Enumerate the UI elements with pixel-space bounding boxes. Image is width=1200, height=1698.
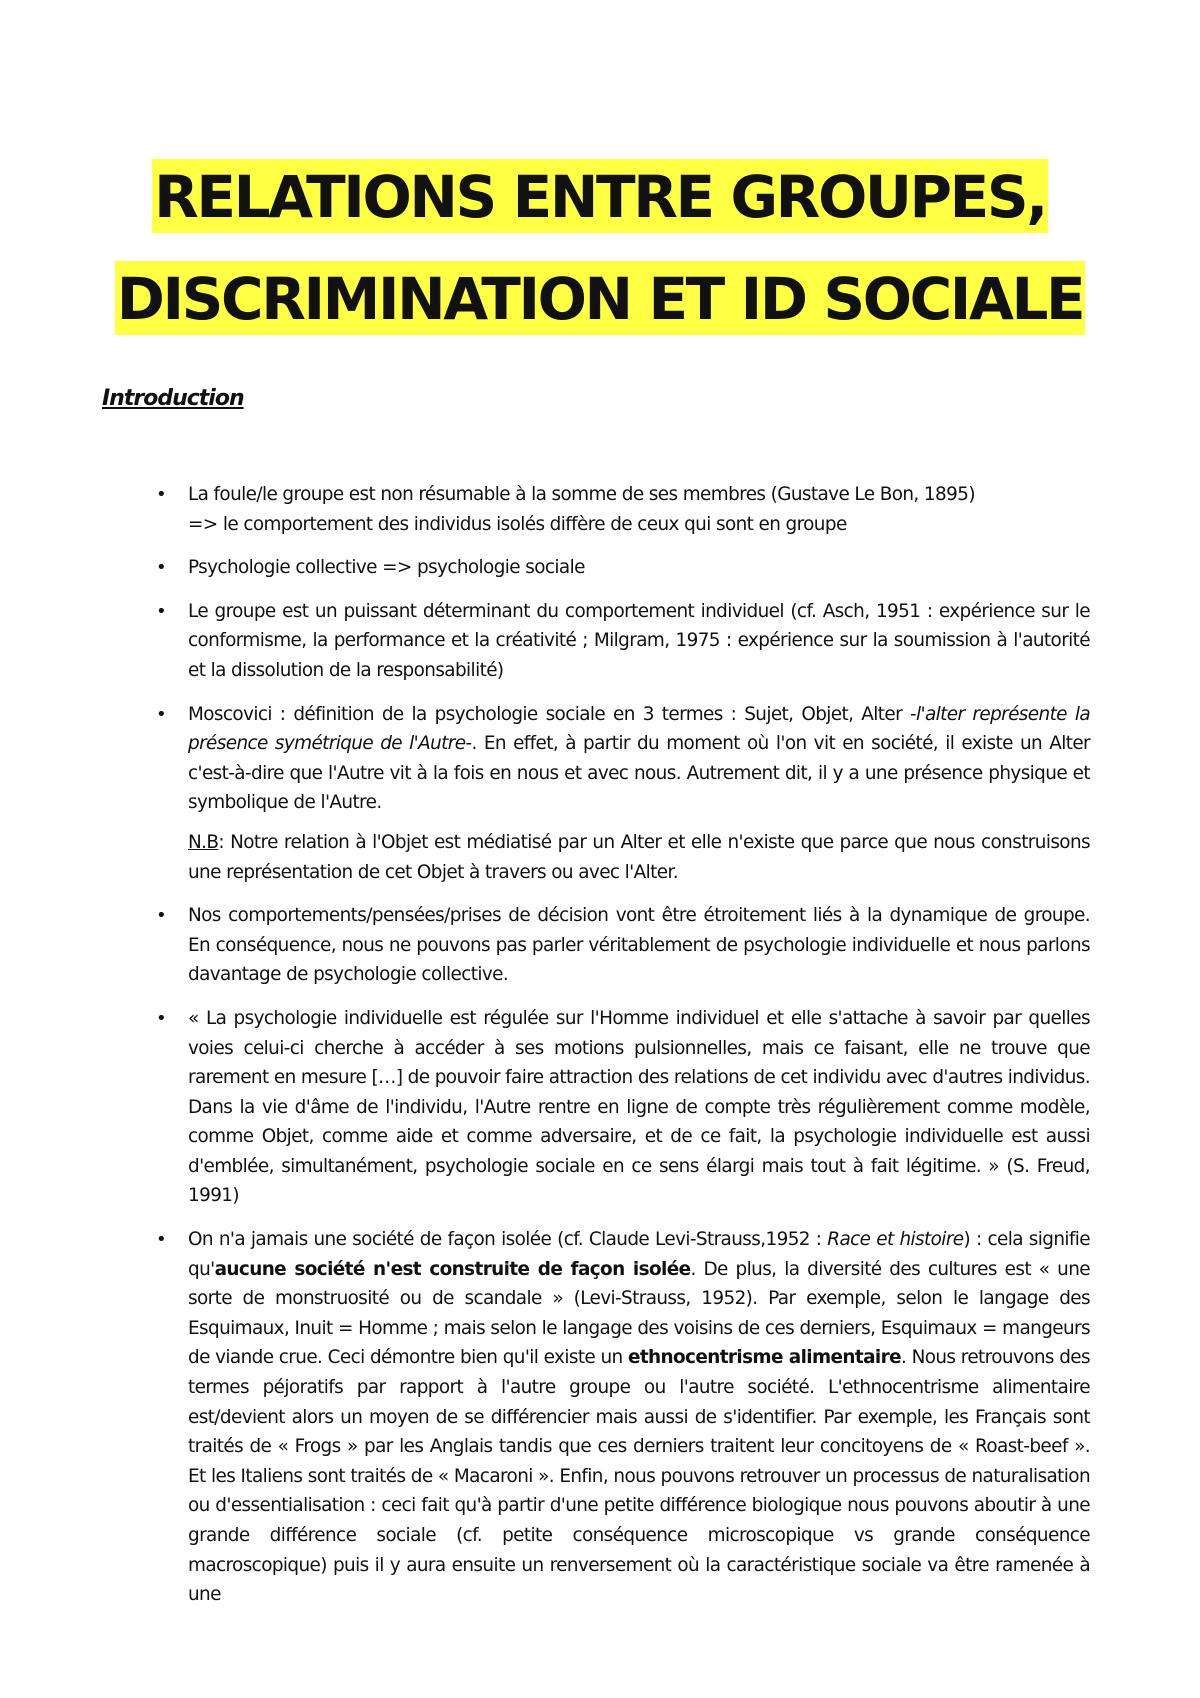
bullet-text: Nos comportements/pensées/prises de décision vont être étroitement liés à la dynamique de groupe. En conséquence, nous ne pouvons pas parler véritablement de psychologie individuelle et nous parlons davantage de psychologie collective. — [188, 905, 1090, 986]
bullet-text: => le comportement des individus isolés diffère de ceux qui sont en groupe — [188, 513, 847, 535]
title-line-1: RELATIONS ENTRE GROUPES, — [152, 159, 1048, 233]
bullet-icon: • — [156, 1007, 167, 1029]
bullet-text: La foule/le groupe est non résumable à la somme de ses membres (Gustave Le Bon, 1895) — [188, 484, 975, 505]
bullet-bold-text: ethnocentrisme alimentaire — [627, 1347, 901, 1369]
bullet-icon: • — [156, 1229, 167, 1251]
nb-paragraph — [188, 828, 1090, 887]
list-item — [156, 1004, 1090, 1211]
bullet-text: Le groupe est un puissant déterminant du comportement individuel (cf. Asch, 1951 : expérience sur le conformisme, la performance et la créativité ; Milgram, 1975 : expérience sur la soumission à l'autorité et la dissolution de la responsabilité) — [188, 600, 1090, 681]
list-item — [156, 553, 1090, 583]
bullet-text: . Nous retrouvons des termes péjoratifs par rapport à l'autre groupe ou l'autre société. L'ethnocentrisme alimentaire est/devient alors un moyen de se différencier mais aussi de s'identifier. Par exemple, les Français sont traités de « Frogs » par les Anglais tandis que ces derniers traitent leur concitoyens de « Roast-beef ». Et les Italiens sont traités de « Macaroni ». Enfin, nous pouvons retrouver un processus de naturalisation ou d'essentialisation : ceci fait qu'à partir d'une petite différence biologique nous pouvons aboutir à une grande différence sociale (cf. petite conséquence microscopique vs grande conséquence macroscopique) puis il y aura ensuite un renversement où la caractéristique sociale va être ramenée à une — [188, 1347, 1090, 1606]
title-line-2: DISCRIMINATION ET ID SOCIALE — [115, 261, 1086, 335]
nb-label: N.B — [188, 831, 219, 853]
bullet-icon: • — [156, 484, 167, 505]
bullet-italic-text: Race et histoire — [827, 1229, 964, 1251]
bullet-bold-text: aucune société n'est construite de façon isolée — [214, 1258, 691, 1280]
section-heading-introduction: Introduction — [102, 386, 244, 411]
list-item — [156, 901, 1090, 990]
bullet-text: On n'a jamais une société de façon isolée (cf. Claude Levi-Strauss,1952 : — [188, 1229, 828, 1251]
bullet-icon: • — [156, 905, 167, 927]
bullet-text: -. En effet, à partir du moment où l'on vit en société, il existe un Alter c'est-à-dire que l'Autre vit à la fois en nous et avec nous. Autrement dit, il y a une présence physique et symbolique de l'Autre. — [188, 733, 1090, 814]
list-item — [156, 597, 1090, 686]
bullet-icon: • — [156, 600, 167, 622]
bullet-text: . De plus, la diversité des cultures est « une sorte de monstruosité ou de scandale » (Levi-Strauss, 1952). Par exemple, selon le langage des Esquimaux, Inuit = Homme ; mais selon le langage des voisins de ces derniers, Esquimaux = mangeurs de viande crue. Ceci démontre bien qu'il existe un — [188, 1258, 1090, 1369]
list-item — [156, 700, 1090, 888]
bullet-icon: • — [156, 703, 167, 725]
bullet-text: Psychologie collective => psychologie sociale — [188, 557, 585, 579]
bullet-text: Moscovici : définition de la psychologie sociale en 3 termes : Sujet, Objet, Alter - — [188, 703, 917, 725]
bullet-icon: • — [156, 557, 167, 579]
bullet-list — [156, 480, 1091, 1624]
bullet-quote-text: « La psychologie individuelle est régulée sur l'Homme individuel et elle s'attache à savoir par quelles voies celui-ci cherche à accéder à ses motions pulsionnelles, mais ce faisant, elle ne trouve que rarement en mesure […] de pouvoir faire attraction des relations de cet individu avec d'autres individus. Dans la vie d'âme de l'individu, l'Autre rentre en ligne de compte très régulièrement comme modèle, comme Objet, comme aide et comme adversaire, et de ce fait, la psychologie individuelle est aussi d'emblée, simultanément, psychologie sociale en ce sens élargi mais tout à fait légitime. » (S. Freud, 1991) — [188, 1007, 1090, 1207]
list-item — [156, 1225, 1091, 1610]
list-item — [156, 480, 1090, 539]
bullet-text: ) : cela signifie qu' — [188, 1229, 1091, 1280]
document-title — [0, 146, 1200, 350]
bullet-italic-text: l'alter représente la présence symétrique de l'Autre — [188, 703, 1090, 755]
nb-text: : Notre relation à l'Objet est médiatisé par un Alter et elle n'existe que parce que nous construisons une représentation de cet Objet à travers ou avec l'Alter. — [188, 831, 1090, 883]
